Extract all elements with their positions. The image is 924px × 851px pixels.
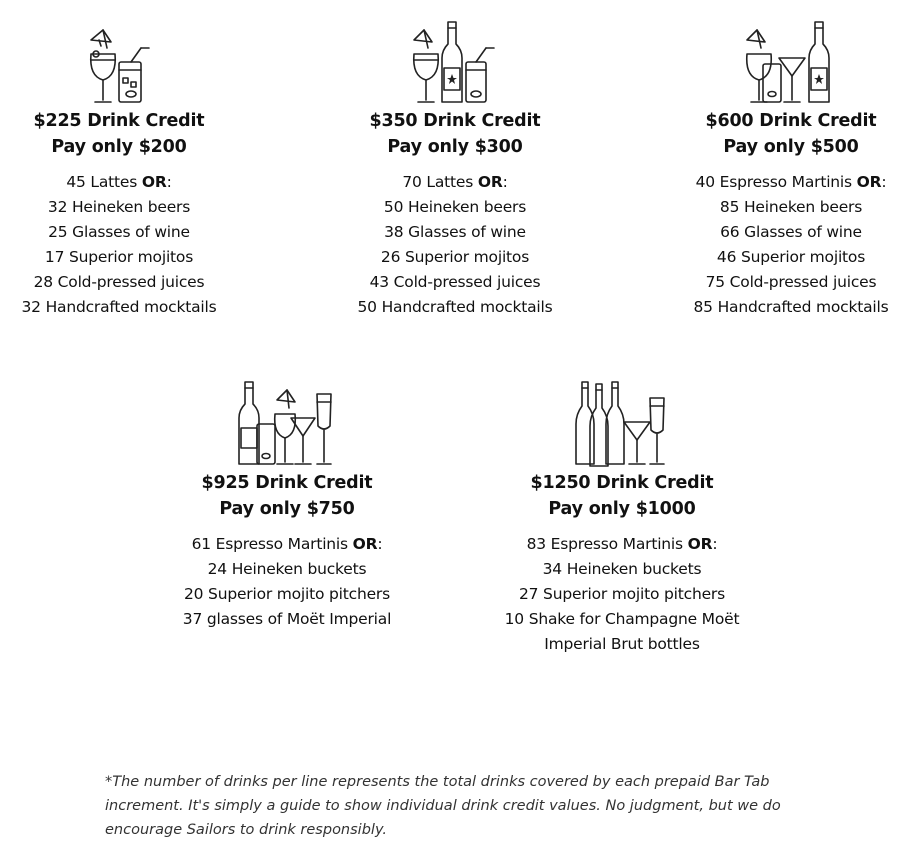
credit-title: $925 Drink Credit <box>201 473 373 493</box>
list-item: 83 Espresso Martinis OR: <box>526 535 718 553</box>
drink-credit-card-925 <box>168 380 406 632</box>
drink-credit-card-600 <box>672 18 910 320</box>
list-item: 40 Espresso Martinis OR: <box>695 173 887 191</box>
price-label: Pay only $1000 <box>548 499 696 519</box>
list-item: 50 Heineken beers <box>383 198 527 216</box>
credit-title: $1250 Drink Credit <box>530 473 714 493</box>
cocktail-and-mojito-icon <box>79 18 159 108</box>
list-item: 61 Espresso Martinis OR: <box>191 535 383 553</box>
list-item: 43 Cold-pressed juices <box>369 273 541 291</box>
list-item: 32 Handcrafted mocktails <box>21 298 217 316</box>
list-item: 26 Superior mojitos <box>380 248 530 266</box>
cocktail-beer-mojito-icon <box>410 18 500 108</box>
list-item: 27 Superior mojito pitchers <box>519 585 725 603</box>
drink-list <box>672 170 910 320</box>
list-item: 20 Superior mojito pitchers <box>184 585 390 603</box>
drink-list <box>0 170 238 320</box>
price-label: Pay only $300 <box>387 137 523 157</box>
champagne-bottles-icon <box>574 380 670 470</box>
drink-credit-card-1250 <box>486 380 758 657</box>
list-item: 46 Superior mojitos <box>716 248 866 266</box>
credit-title: $350 Drink Credit <box>369 111 541 131</box>
drink-credit-card-225 <box>0 18 238 320</box>
disclaimer-footnote: *The number of drinks per line represents the total drinks covered by each prepaid Bar Tab increment. It's simply a guide to show individual drink credit values. No judgment, but we do encourage Sailors to drink responsibly. <box>105 774 781 838</box>
credit-title: $600 Drink Credit <box>705 111 877 131</box>
credit-title: $225 Drink Credit <box>33 111 205 131</box>
list-item: 75 Cold-pressed juices <box>705 273 877 291</box>
list-item: 50 Handcrafted mocktails <box>357 298 553 316</box>
list-item: 66 Glasses of wine <box>720 223 862 241</box>
list-item: 24 Heineken buckets <box>207 560 367 578</box>
drink-list <box>336 170 574 320</box>
list-item: 32 Heineken beers <box>47 198 191 216</box>
price-label: Pay only $750 <box>219 499 355 519</box>
price-label: Pay only $200 <box>51 137 187 157</box>
list-item: 45 Lattes OR: <box>66 173 172 191</box>
drink-credit-card-350 <box>336 18 574 320</box>
list-item: 25 Glasses of wine <box>48 223 190 241</box>
list-item: Imperial Brut bottles <box>544 635 700 653</box>
drink-list <box>486 532 758 657</box>
list-item: 38 Glasses of wine <box>384 223 526 241</box>
list-item: 28 Cold-pressed juices <box>33 273 205 291</box>
list-item: 34 Heineken buckets <box>542 560 702 578</box>
list-item: 85 Handcrafted mocktails <box>693 298 889 316</box>
cocktail-martini-beer-icon <box>743 18 839 108</box>
list-item: 37 glasses of Moët Imperial <box>182 610 392 628</box>
price-label: Pay only $500 <box>723 137 859 157</box>
list-item: 70 Lattes OR: <box>402 173 508 191</box>
list-item: 85 Heineken beers <box>719 198 863 216</box>
list-item: 17 Superior mojitos <box>44 248 194 266</box>
list-item: 10 Shake for Champagne Moët <box>504 610 740 628</box>
drink-list <box>168 532 406 632</box>
beer-cocktails-champagne-icon <box>237 380 337 470</box>
